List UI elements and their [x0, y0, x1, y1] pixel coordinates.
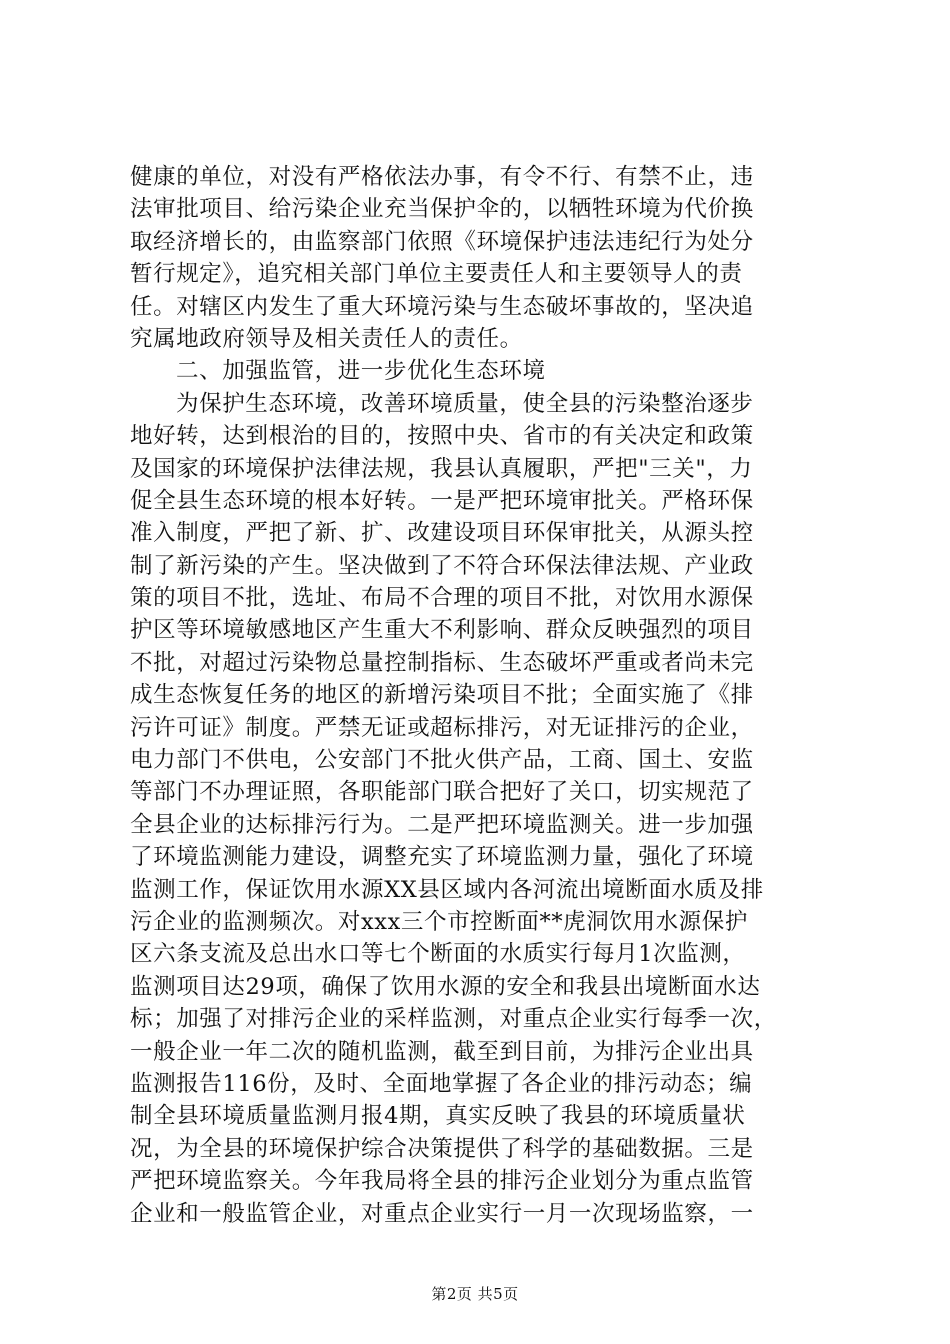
text-line: 制了新污染的产生。坚决做到了不符合环保法律法规、产业政: [130, 552, 754, 579]
text-line: 取经济增长的，由监察部门依照《环境保护违法违纪行为处分: [130, 228, 754, 255]
text-line: 等部门不办理证照，各职能部门联合把好了关口，切实规范了: [130, 779, 754, 806]
text-line: 一般企业一年二次的随机监测，截至到目前，为排污企业出具: [130, 1038, 754, 1065]
page-number-footer: 第2页 共5页: [431, 1285, 519, 1303]
text-line: 电力部门不供电，公安部门不批火供产品，工商、国土、安监: [130, 747, 754, 774]
text-line: 成生态恢复任务的地区的新增污染项目不批；全面实施了《排: [130, 682, 754, 709]
text-line: 企业和一般监管企业，对重点企业实行一月一次现场监察，一: [130, 1200, 754, 1227]
text-line: 为保护生态环境，改善环境质量，使全县的污染整治逐步: [176, 390, 754, 417]
text-line: 全县企业的达标排污行为。二是严把环境监测关。进一步加强: [130, 811, 754, 838]
text-line: 护区等环境敏感地区产生重大不利影响、群众反映强烈的项目: [130, 617, 754, 644]
text-line: 暂行规定》，追究相关部门单位主要责任人和主要领导人的责: [130, 261, 743, 288]
text-line: 究属地政府领导及相关责任人的责任。: [130, 325, 523, 352]
text-line: 严把环境监察关。今年我局将全县的排污企业划分为重点监管: [130, 1168, 754, 1195]
text-line: 区六条支流及总出水口等七个断面的水质实行每月1次监测，: [130, 941, 746, 968]
text-line: 促全县生态环境的根本好转。一是严把环境审批关。严格环保: [130, 487, 754, 514]
text-line: 污许可证》制度。严禁无证或超标排污，对无证排污的企业，: [130, 714, 754, 741]
text-line: 制全县环境质量监测月报4期，真实反映了我县的环境质量状: [130, 1103, 746, 1130]
text-line: 监测工作，保证饮用水源XX县区域内各河流出境断面水质及排: [130, 876, 764, 903]
text-line: 不批，对超过污染物总量控制指标、生态破坏严重或者尚未完: [130, 649, 754, 676]
text-line: 污企业的监测频次。对xxx三个市控断面**虎洞饮用水源保护: [130, 908, 748, 935]
text-line: 标；加强了对排污企业的采样监测，对重点企业实行每季一次，: [130, 1006, 777, 1033]
text-line: 策的项目不批，选址、布局不合理的项目不批，对饮用水源保: [130, 585, 754, 612]
text-line: 了环境监测能力建设，调整充实了环境监测力量，强化了环境: [130, 844, 754, 871]
text-line: 监测报告116份，及时、全面地掌握了各企业的排污动态；编: [130, 1070, 753, 1097]
text-line: 准入制度，严把了新、扩、改建设项目环保审批关，从源头控: [130, 520, 754, 547]
text-line: 法审批项目、给污染企业充当保护伞的，以牺牲环境为代价换: [130, 196, 754, 223]
text-line: 地好转，达到根治的目的，按照中央、省市的有关决定和政策: [130, 423, 754, 450]
text-line: 健康的单位，对没有严格依法办事，有令不行、有禁不止，违: [130, 164, 754, 190]
text-line: 及国家的环境保护法律法规，我县认真履职，严把"三关"，力: [130, 455, 753, 482]
section-heading: 二、加强监管，进一步优化生态环境: [176, 358, 546, 385]
text-line: 任。对辖区内发生了重大环境污染与生态破坏事故的，坚决追: [130, 293, 754, 320]
text-line: 监测项目达29项，确保了饮用水源的安全和我县出境断面水达: [130, 973, 761, 1000]
text-line: 况，为全县的环境保护综合决策提供了科学的基础数据。三是: [130, 1135, 754, 1162]
document-body: [130, 161, 830, 1230]
